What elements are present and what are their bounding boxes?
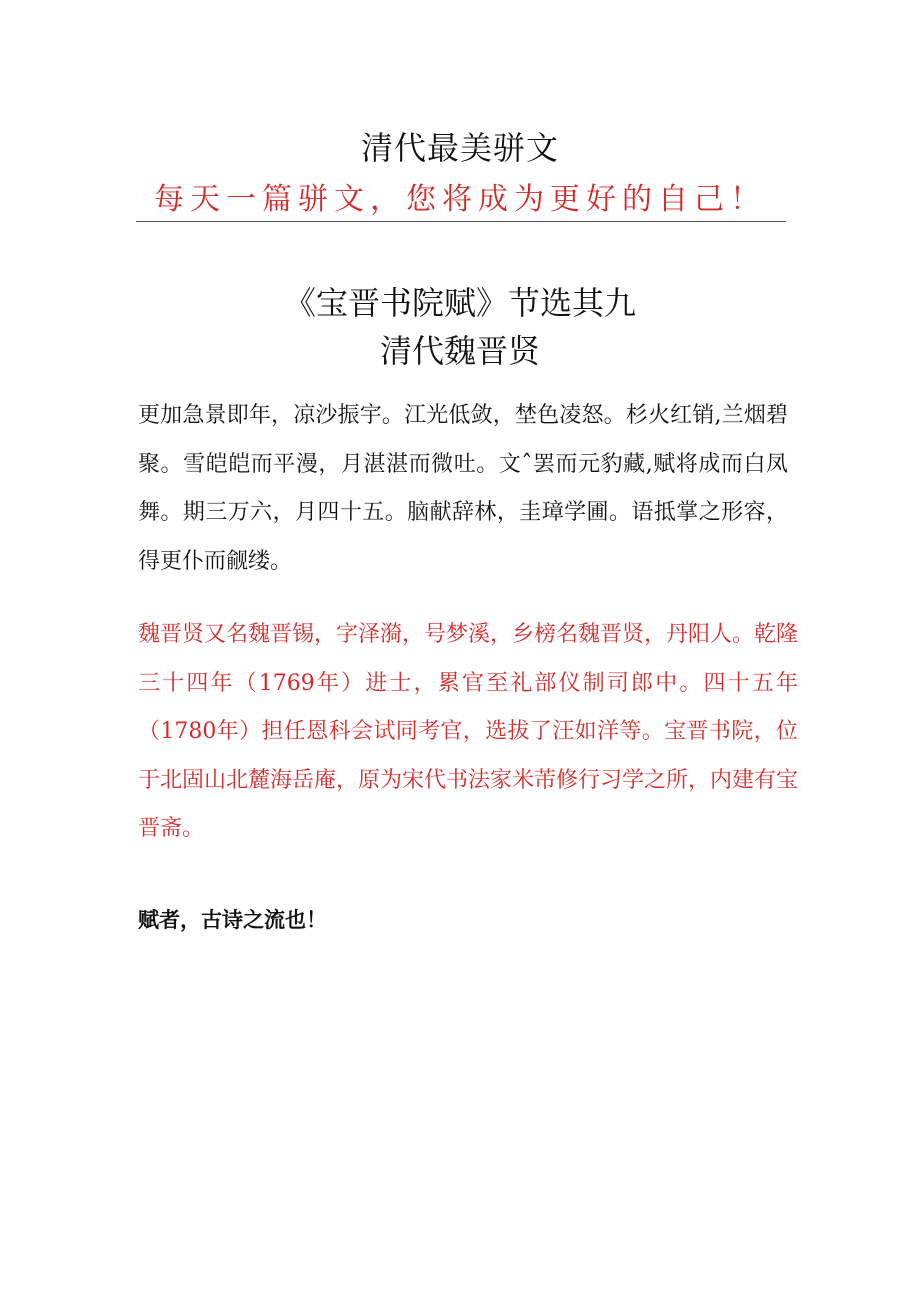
series-title: 清代最美骈文 bbox=[360, 129, 559, 167]
poem-title: 《宝晋书院赋》节选其九 bbox=[283, 284, 636, 322]
closing-remark: 赋者，古诗之流也！ bbox=[138, 907, 327, 932]
poem-body: 更加急景即年，凉沙振宇。江光低敛，埜色凌怒。杉火红销,兰烟碧聚。雪皑皑而平漫，月湛湛而微吐。文ˆ罢而元豹藏,赋将成而白凤舞。期三万六，月四十五。脑献辞林，圭璋学圃。语抵掌之形容，得更仆而觎缕。 bbox=[138, 403, 788, 574]
poem-author: 清代魏晋贤 bbox=[379, 332, 540, 370]
author-biography: 魏晋贤又名魏晋锡，字泽漪，号梦溪，乡榜名魏晋贤，丹阳人。乾隆三十四年（1769年）进士，累官至礼部仪制司郎中。四十五年（1780年）担任恩科会试同考官，选拔了汪如洋等。宝晋书院，位于北固山北麓海岳庵，原为宋代书法家米芾修行习学之所，内建有宝晋斋。 bbox=[138, 622, 799, 841]
header-divider bbox=[136, 221, 786, 222]
series-slogan: 每天一篇骈文，您将成为更好的自己！ bbox=[154, 182, 766, 217]
